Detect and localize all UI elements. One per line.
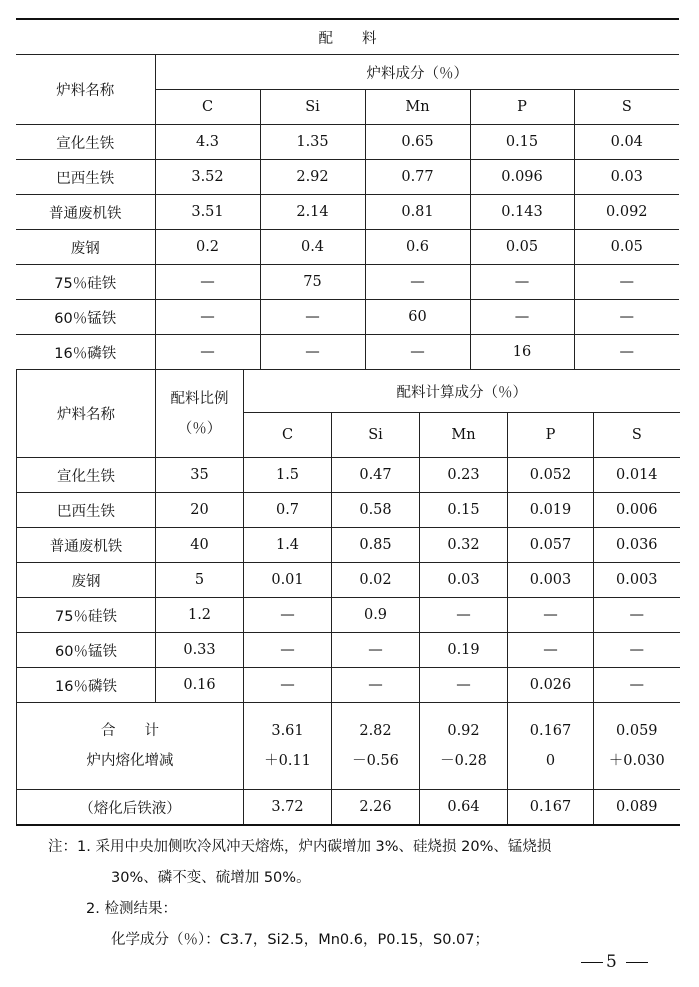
final-c: 3.72 bbox=[244, 790, 332, 826]
row-name: 巴西生铁 bbox=[16, 160, 155, 195]
material-name-header: 炉料名称 bbox=[17, 370, 156, 458]
ratio-cell: 1.2 bbox=[156, 598, 244, 633]
cell: — bbox=[155, 335, 260, 370]
total-change-mn bbox=[420, 703, 508, 790]
ratio-cell: 20 bbox=[156, 493, 244, 528]
table-row bbox=[17, 668, 680, 703]
cell: — bbox=[470, 300, 574, 335]
total-change-p bbox=[508, 703, 594, 790]
row-name: 75％硅铁 bbox=[16, 265, 155, 300]
final-row bbox=[17, 790, 680, 826]
cell: 0.32 bbox=[420, 528, 508, 563]
table-row bbox=[17, 528, 680, 563]
change-p: 0 bbox=[545, 753, 556, 769]
cell: 16 bbox=[470, 335, 574, 370]
final-s: 0.089 bbox=[594, 790, 680, 826]
total-p: 0.167 bbox=[529, 723, 572, 739]
table-row bbox=[17, 633, 680, 668]
page-number bbox=[578, 952, 651, 972]
row-name: 巴西生铁 bbox=[17, 493, 156, 528]
cell: 0.4 bbox=[260, 230, 365, 265]
table-row bbox=[16, 125, 679, 160]
total-c: 3.61 bbox=[271, 723, 304, 739]
col-mn: Mn bbox=[365, 90, 470, 125]
change-label: 炉内熔化增减 bbox=[86, 753, 174, 769]
dash-left bbox=[581, 962, 603, 963]
cell: 0.019 bbox=[508, 493, 594, 528]
col-c: C bbox=[155, 90, 260, 125]
total-mn: 0.92 bbox=[447, 723, 480, 739]
ratio-cell: 5 bbox=[156, 563, 244, 598]
total-si: 2.82 bbox=[359, 723, 392, 739]
cell: 1.5 bbox=[244, 458, 332, 493]
cell: 75 bbox=[260, 265, 365, 300]
totals-row bbox=[17, 703, 680, 790]
ratio-header-line1: 配料比例 bbox=[170, 390, 229, 407]
col-s: S bbox=[574, 90, 679, 125]
row-name: 普通废机铁 bbox=[16, 195, 155, 230]
cell: 0.47 bbox=[332, 458, 420, 493]
change-mn: －0.28 bbox=[440, 753, 487, 769]
cell: 0.85 bbox=[332, 528, 420, 563]
cell: 0.65 bbox=[365, 125, 470, 160]
cell: — bbox=[574, 300, 679, 335]
col-p: P bbox=[470, 90, 574, 125]
cell: — bbox=[420, 598, 508, 633]
ratio-cell: 0.33 bbox=[156, 633, 244, 668]
ratio-cell: 35 bbox=[156, 458, 244, 493]
cell: — bbox=[155, 300, 260, 335]
table-row bbox=[17, 563, 680, 598]
cell: — bbox=[574, 265, 679, 300]
change-s: ＋0.030 bbox=[608, 753, 665, 769]
row-name: 16％磷铁 bbox=[17, 668, 156, 703]
ratio-header bbox=[156, 370, 244, 458]
cell: — bbox=[155, 265, 260, 300]
total-label: 合 计 bbox=[101, 723, 159, 739]
cell: 0.2 bbox=[155, 230, 260, 265]
cell: 0.19 bbox=[420, 633, 508, 668]
cell: 0.03 bbox=[420, 563, 508, 598]
col-si: Si bbox=[332, 413, 420, 458]
cell: 0.003 bbox=[594, 563, 680, 598]
table-row bbox=[16, 195, 679, 230]
row-name: 宣化生铁 bbox=[16, 125, 155, 160]
cell: 0.02 bbox=[332, 563, 420, 598]
notes bbox=[48, 832, 688, 956]
note-line-2: 30%、磷不变、硫增加 50%。 bbox=[111, 870, 311, 886]
cell: 0.026 bbox=[508, 668, 594, 703]
note-line-3: 2. 检测结果： bbox=[86, 901, 177, 917]
material-name-header: 炉料名称 bbox=[16, 55, 155, 125]
final-mn: 0.64 bbox=[420, 790, 508, 826]
col-mn: Mn bbox=[420, 413, 508, 458]
note-line-4: 化学成分（％）：C3.7，Si2.5，Mn0.6，P0.15，S0.07； bbox=[111, 932, 490, 948]
table-row bbox=[17, 458, 680, 493]
cell: — bbox=[594, 598, 680, 633]
cell: 1.35 bbox=[260, 125, 365, 160]
table-row bbox=[17, 598, 680, 633]
ratio-cell: 40 bbox=[156, 528, 244, 563]
col-si: Si bbox=[260, 90, 365, 125]
cell: 0.7 bbox=[244, 493, 332, 528]
cell: — bbox=[332, 633, 420, 668]
cell: 0.052 bbox=[508, 458, 594, 493]
table-row bbox=[17, 493, 680, 528]
cell: — bbox=[332, 668, 420, 703]
cell: 0.77 bbox=[365, 160, 470, 195]
table-row bbox=[16, 335, 679, 370]
cell: 0.006 bbox=[594, 493, 680, 528]
batch-calculation-table bbox=[16, 369, 680, 826]
totals-label bbox=[17, 703, 244, 790]
total-change-s bbox=[594, 703, 680, 790]
cell: 1.4 bbox=[244, 528, 332, 563]
cell: — bbox=[365, 335, 470, 370]
cell: 0.81 bbox=[365, 195, 470, 230]
cell: — bbox=[260, 335, 365, 370]
row-name: 宣化生铁 bbox=[17, 458, 156, 493]
cell: 0.9 bbox=[332, 598, 420, 633]
total-change-si bbox=[332, 703, 420, 790]
cell: 0.036 bbox=[594, 528, 680, 563]
cell: 0.096 bbox=[470, 160, 574, 195]
cell: — bbox=[244, 668, 332, 703]
cell: 0.05 bbox=[470, 230, 574, 265]
cell: 0.03 bbox=[574, 160, 679, 195]
raw-material-composition-table bbox=[16, 18, 679, 370]
cell: — bbox=[508, 633, 594, 668]
col-p: P bbox=[508, 413, 594, 458]
ratio-cell: 0.16 bbox=[156, 668, 244, 703]
cell: — bbox=[470, 265, 574, 300]
cell: 2.14 bbox=[260, 195, 365, 230]
cell: 3.51 bbox=[155, 195, 260, 230]
row-name: 16％磷铁 bbox=[16, 335, 155, 370]
cell: 0.014 bbox=[594, 458, 680, 493]
cell: — bbox=[574, 335, 679, 370]
cell: — bbox=[365, 265, 470, 300]
cell: 0.05 bbox=[574, 230, 679, 265]
cell: 3.52 bbox=[155, 160, 260, 195]
change-si: －0.56 bbox=[352, 753, 399, 769]
row-name: 60％锰铁 bbox=[17, 633, 156, 668]
calc-composition-header: 配料计算成分（％） bbox=[244, 370, 680, 413]
cell: 0.003 bbox=[508, 563, 594, 598]
cell: 0.04 bbox=[574, 125, 679, 160]
cell: 0.143 bbox=[470, 195, 574, 230]
cell: 60 bbox=[365, 300, 470, 335]
table-title: 配 料 bbox=[16, 19, 679, 55]
cell: 0.057 bbox=[508, 528, 594, 563]
cell: 0.23 bbox=[420, 458, 508, 493]
ratio-header-line2: （％） bbox=[177, 420, 222, 437]
final-p: 0.167 bbox=[508, 790, 594, 826]
cell: — bbox=[594, 668, 680, 703]
composition-header: 炉料成分（％） bbox=[155, 55, 679, 90]
cell: 0.6 bbox=[365, 230, 470, 265]
row-name: 普通废机铁 bbox=[17, 528, 156, 563]
cell: 0.15 bbox=[420, 493, 508, 528]
row-name: 废钢 bbox=[16, 230, 155, 265]
table-row bbox=[16, 230, 679, 265]
cell: — bbox=[244, 633, 332, 668]
note-line-1: 注：1. 采用中央加侧吹冷风冲天熔炼，炉内碳增加 3%、硅烧损 20%、锰烧损 bbox=[48, 839, 552, 855]
cell: — bbox=[260, 300, 365, 335]
row-name: 60％锰铁 bbox=[16, 300, 155, 335]
final-si: 2.26 bbox=[332, 790, 420, 826]
cell: — bbox=[594, 633, 680, 668]
cell: 4.3 bbox=[155, 125, 260, 160]
table-row bbox=[16, 265, 679, 300]
row-name: 75％硅铁 bbox=[17, 598, 156, 633]
cell: 0.01 bbox=[244, 563, 332, 598]
change-c: ＋0.11 bbox=[264, 753, 311, 769]
dash-right bbox=[626, 962, 648, 963]
total-change-c bbox=[244, 703, 332, 790]
cell: — bbox=[508, 598, 594, 633]
row-name: 废钢 bbox=[17, 563, 156, 598]
total-s: 0.059 bbox=[616, 723, 658, 739]
cell: 0.15 bbox=[470, 125, 574, 160]
cell: — bbox=[244, 598, 332, 633]
table-row bbox=[16, 300, 679, 335]
cell: 2.92 bbox=[260, 160, 365, 195]
cell: 0.58 bbox=[332, 493, 420, 528]
page-number-value: 5 bbox=[606, 952, 623, 972]
table-row bbox=[16, 160, 679, 195]
final-label: （熔化后铁液） bbox=[17, 790, 244, 826]
cell: 0.092 bbox=[574, 195, 679, 230]
col-s: S bbox=[594, 413, 680, 458]
col-c: C bbox=[244, 413, 332, 458]
cell: — bbox=[420, 668, 508, 703]
